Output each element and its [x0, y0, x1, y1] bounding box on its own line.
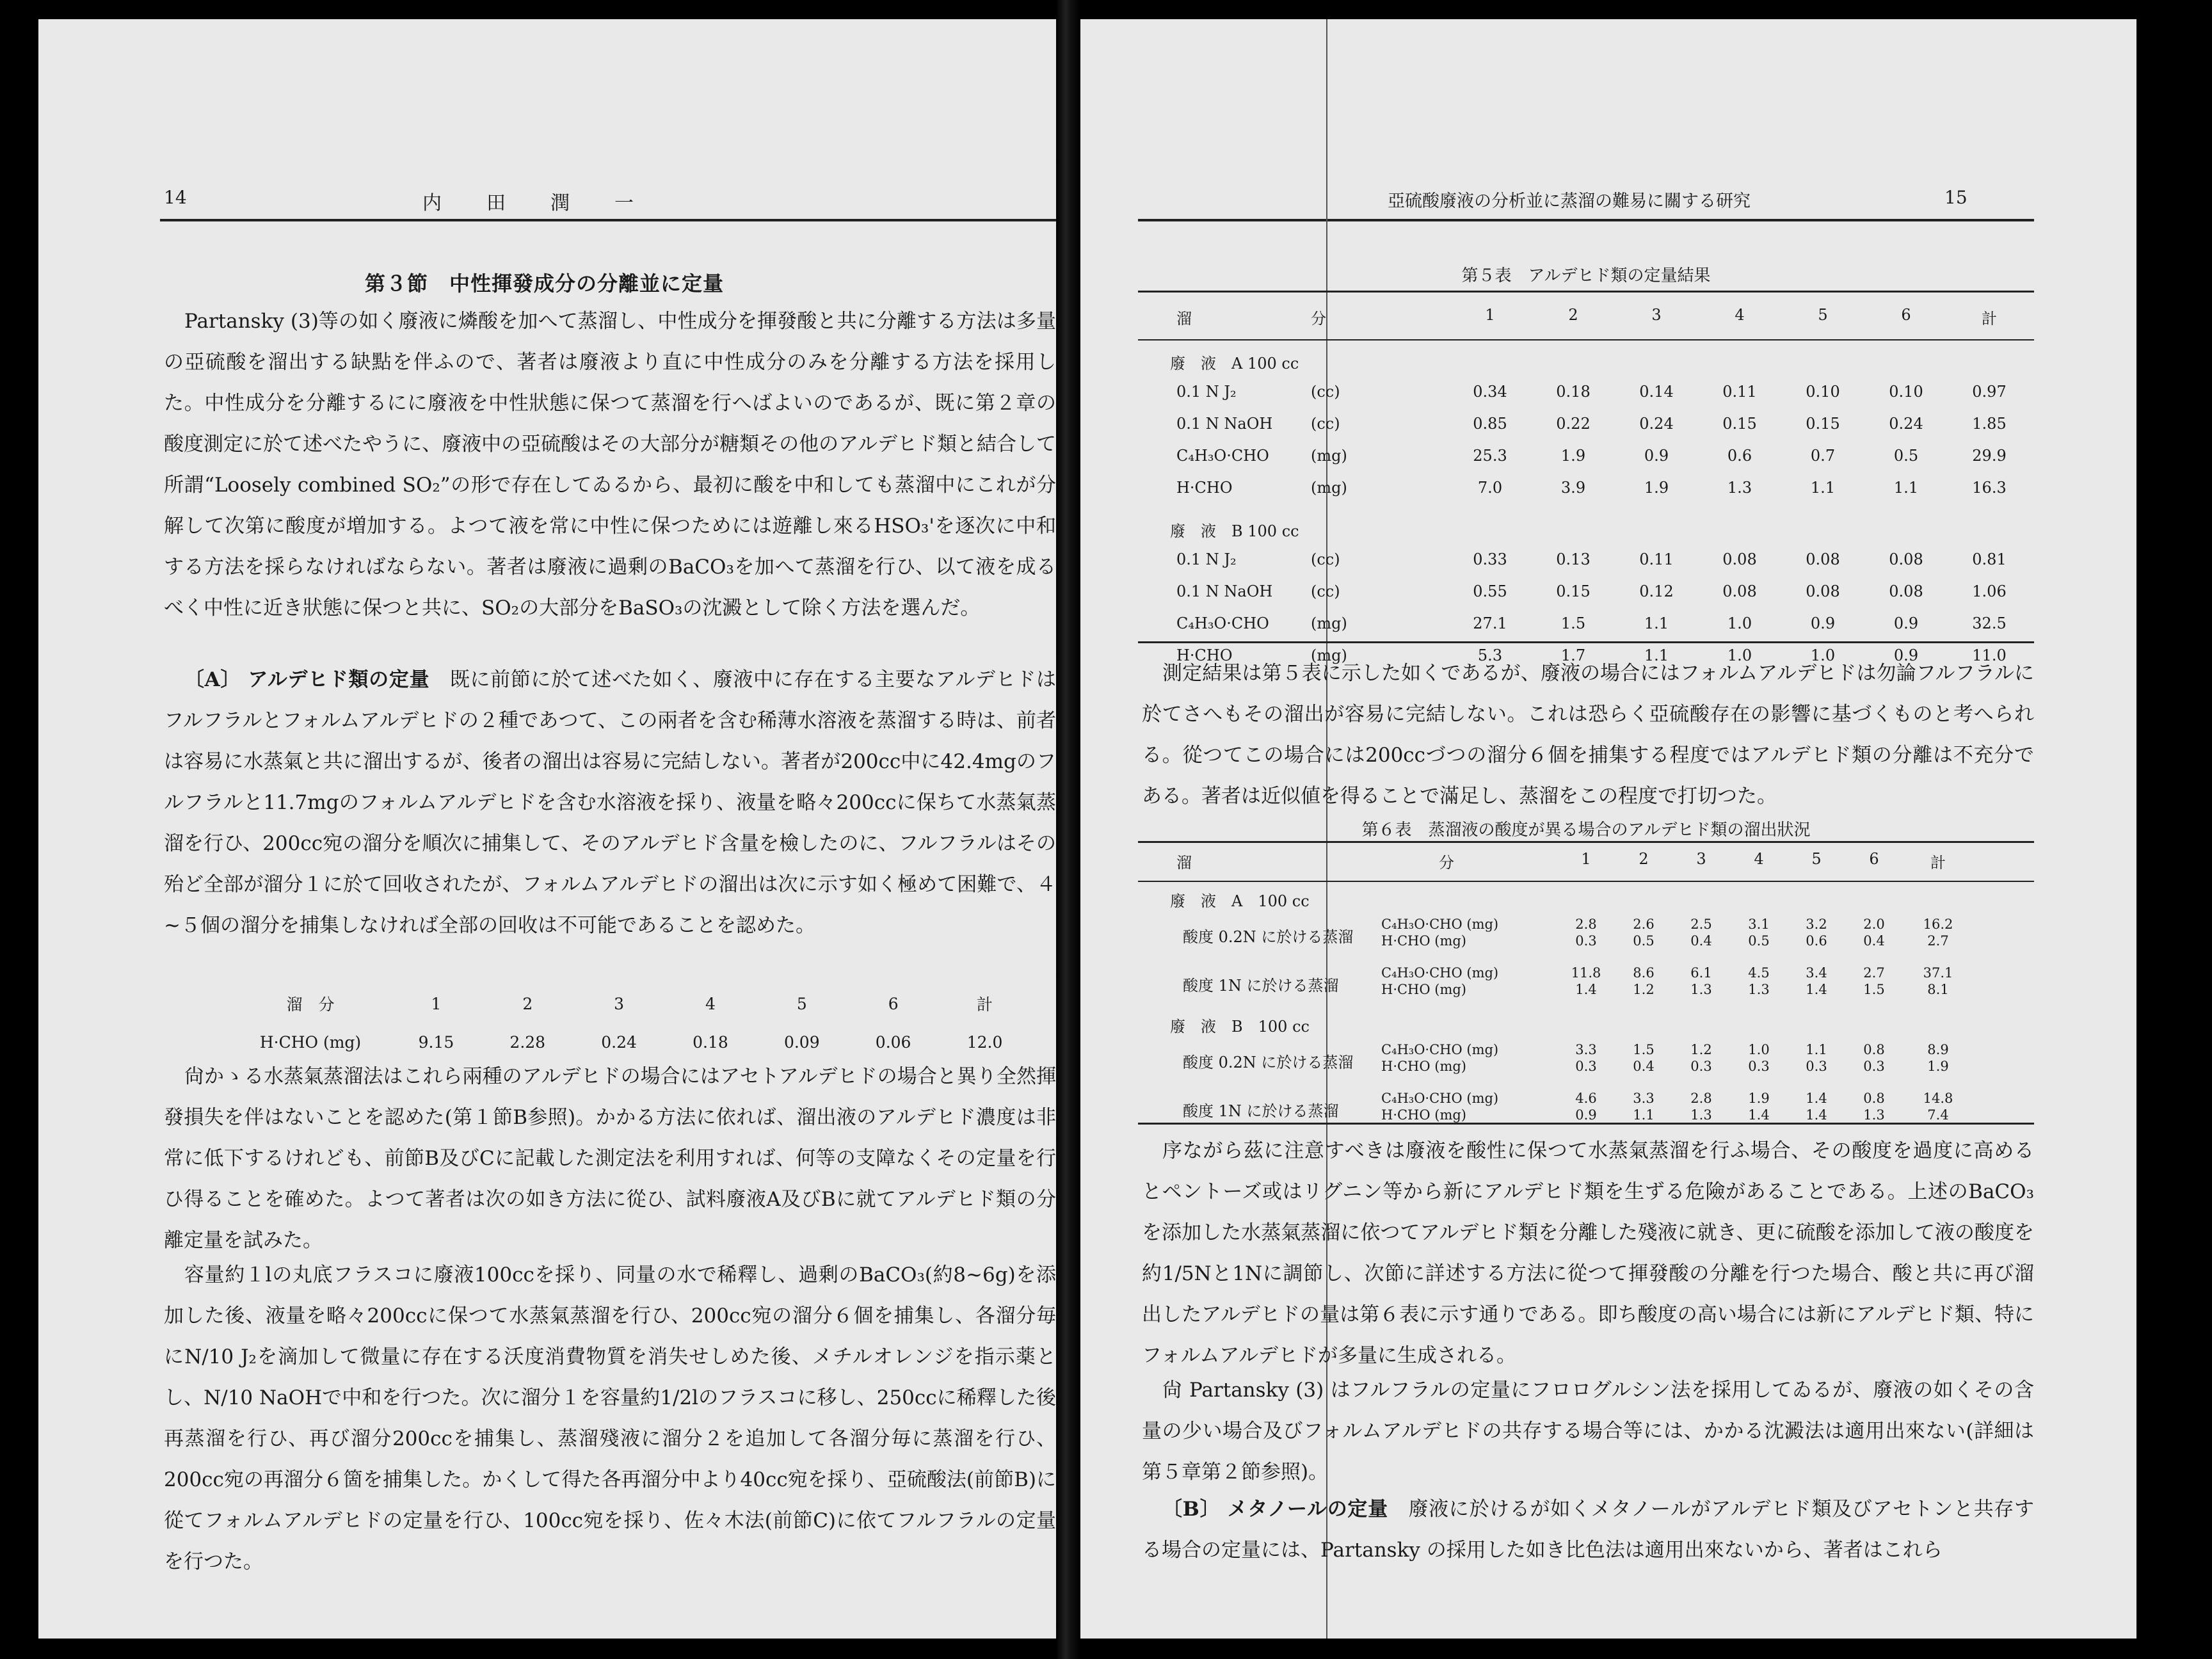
left-running-head: 内 田 潤 一: [422, 192, 646, 214]
table5-header-cell: 分: [1311, 310, 1326, 328]
table6-header-cell: 4: [1754, 850, 1764, 868]
table6-row-label: C₄H₃O·CHO (mg): [1381, 1091, 1499, 1106]
table5-cell: 32.5: [1972, 614, 2007, 632]
table6-cell: 1.5: [1863, 982, 1885, 997]
table5-cell: 1.5: [1560, 614, 1586, 632]
right-running-head: 亞硫酸廢液の分析並に蒸溜の難易に關する研究: [1388, 191, 1751, 211]
table6-cell: 0.8: [1863, 1091, 1885, 1106]
table6-cell: 1.3: [1690, 1107, 1712, 1123]
table6-cell: 2.8: [1690, 1091, 1712, 1106]
table5-cell: 0.55: [1473, 582, 1507, 600]
table6-cell: 0.5: [1633, 933, 1655, 949]
table6-header-cell: 分: [1439, 854, 1454, 872]
table5-row-label: H·CHO: [1176, 479, 1233, 497]
table6-condition: 酸度 0.2N に於ける蒸溜: [1183, 928, 1354, 946]
table6-cell: 1.2: [1690, 1042, 1712, 1057]
mini-header-cell: 計: [977, 995, 993, 1014]
mini-header-cell: 2: [522, 994, 533, 1013]
table5-unit: (mg): [1311, 447, 1347, 465]
left-paragraph-1: Partansky (3)等の如く廢液に燐酸を加へて蒸溜し、中性成分を揮發酸と共に分離する方法は多量の亞硫酸を溜出する缺點を伴ふので、著者は廢液より直に中性成分のみを分離する方法を採用した。中性成分を分離するにに廢液を中性狀態に保つて蒸溜を行へばよいのであるが、既に第２章の酸度測定に於て述べたやうに、廢液中の亞硫酸はその大部分が糖類その他のアルデヒド類と結合して所謂“Loosely combined SO₂”の形で存在してゐるから、最初に酸を中和しても蒸溜中にこれが分解して次第に酸度が増加する。よつて液を常に中性に保つためには遊離し來るHSO₃'を逐次に中和する方法を採らなければならない。著者は廢液に過剰のBaCO₃を加へて蒸溜を行ひ、以て液を成るべく中性に近き狀態に保つと共に、SO₂の大部分をBaSO₃の沈澱として除く方法を選んだ。: [164, 310, 1056, 620]
table5-unit: (cc): [1311, 550, 1340, 568]
table6-cell: 0.6: [1806, 933, 1827, 949]
table6-cell: 8.6: [1633, 965, 1655, 981]
table5-cell: 0.18: [1556, 383, 1591, 401]
table6-cell: 0.3: [1748, 1059, 1770, 1074]
table5-cell: 0.11: [1639, 550, 1674, 568]
table5-header-cell: 5: [1818, 306, 1828, 324]
table5-cell: 1.0: [1727, 614, 1752, 632]
table5-cell: 0.24: [1639, 415, 1674, 433]
table6-condition: 酸度 0.2N に於ける蒸溜: [1183, 1054, 1354, 1071]
table5-cell: 1.7: [1560, 646, 1586, 664]
right-page: [1080, 19, 2136, 1639]
table5-row-label: C₄H₃O·CHO: [1176, 447, 1269, 465]
table6-cell: 3.2: [1806, 917, 1827, 932]
table5-cell: 5.3: [1477, 646, 1503, 664]
table5-cell: 0.6: [1727, 447, 1752, 465]
table5-cell: 0.08: [1722, 582, 1757, 600]
right-paragraph-4-text: 廢液に於けるが如くメタノールがアルデヒド類及びアセトンと共存する場合の定量には、Partansky の採用した如き比色法は適用出來ないから、著者はこれら: [1142, 1498, 2034, 1562]
table6-head-rule: [1138, 881, 2034, 882]
table6-cell: 0.3: [1575, 1059, 1597, 1074]
table5-cell: 0.7: [1810, 447, 1836, 465]
table5-cell: 0.85: [1473, 415, 1507, 433]
table6-header-cell: 6: [1869, 850, 1879, 868]
table5-cell: 0.13: [1556, 550, 1591, 568]
mini-header-cell: 溜 分: [286, 995, 335, 1014]
left-paragraph-3: 尙かゝる水蒸氣蒸溜法はこれら兩種のアルデヒドの場合にはアセトアルデヒドの場合と異り全然揮發損失を伴はないことを認めた(第１節B参照)。かかる方法に依れば、溜出液のアルデヒド濃度は非常に低下するけれども、前節B及びCに記載した測定法を利用すれば、何等の支障なくその定量を行ひ得ることを確めた。よつて著者は次の如き方法に從ひ、試料廢液A及びBに就てアルデヒド類の分離定量を試みた。: [164, 1065, 1056, 1252]
aldehyde-subheading: 〔A〕 アルデヒド類の定量: [184, 668, 430, 691]
table5-header-cell: 1: [1485, 306, 1495, 324]
table6-cell: 1.1: [1806, 1042, 1827, 1057]
table6-cell: 1.4: [1806, 982, 1827, 997]
book-gutter: [1056, 0, 1080, 1659]
mini-row-label: H·CHO (mg): [259, 1032, 362, 1052]
table5-row-label: 0.1 N J₂: [1176, 550, 1237, 568]
table6-cell: 1.4: [1575, 982, 1597, 997]
table5-cell: 16.3: [1972, 479, 2007, 497]
table6-cell: 0.4: [1690, 933, 1712, 949]
table6-cell: 0.9: [1575, 1107, 1597, 1123]
table6-cell: 1.4: [1748, 1107, 1770, 1123]
table6-cell: 6.1: [1690, 965, 1712, 981]
table6-header-cell: 1: [1581, 850, 1591, 868]
table6-row-label: H·CHO (mg): [1381, 1107, 1467, 1123]
table5-unit: (cc): [1311, 582, 1340, 600]
table5-unit: (mg): [1311, 614, 1347, 632]
table5-cell: 1.1: [1810, 479, 1836, 497]
table6-header-cell: 計: [1930, 854, 1946, 872]
table6-cell: 11.8: [1571, 965, 1601, 981]
table6-cell: 1.3: [1690, 982, 1712, 997]
table6-cell: 1.3: [1748, 982, 1770, 997]
table6-cell: 2.7: [1927, 933, 1949, 949]
table6-row-label: H·CHO (mg): [1381, 933, 1467, 949]
table5-row-label: 0.1 N NaOH: [1176, 415, 1273, 433]
table5-cell: 0.08: [1806, 550, 1840, 568]
table6-cell: 1.4: [1806, 1107, 1827, 1123]
table5-cell: 0.24: [1889, 415, 1923, 433]
table6-cell: 0.5: [1748, 933, 1770, 949]
table5-header-cell: 3: [1651, 306, 1662, 324]
table5-cell: 27.1: [1473, 614, 1507, 632]
table5-cell: 0.9: [1893, 646, 1919, 664]
table6-header-cell: 3: [1696, 850, 1706, 868]
left-paragraph-2: [164, 659, 1056, 946]
table6-cell: 1.9: [1927, 1059, 1949, 1074]
table5-cell: 0.08: [1889, 550, 1923, 568]
mini-cell: 2.28: [509, 1032, 546, 1052]
right-paragraph-3: 尙 Partansky (3) はフルフラルの定量にフロログルシン法を採用してゐるが、廢液の如くその含量の少い場合及びフォルムアルデヒドの共存する場合等には、かかる沈澱法は適用出來ない(詳細は第５章第２節参照)。: [1142, 1379, 2034, 1484]
table5-cell: 0.14: [1639, 383, 1674, 401]
mini-cell: 0.18: [693, 1032, 728, 1052]
right-paragraph-2: 序ながら茲に注意すべきは廢液を酸性に保つて水蒸氣蒸溜を行ふ場合、その酸度を過度に高めるとペントーズ或はリグニン等から新にアルデヒド類を生ずる危險があることである。上述のBaCO₃を添加した水蒸氣蒸溜に依つてアルデヒド類を分離した殘液に就き、更に硫酸を添加して液の酸度を約1/5Nと1Nに調節し、次節に詳述する方法に從つて揮發酸の分離を行つた場合、酸と共に再び溜出したアルデヒドの量は第６表に示す通りである。即ち酸度の高い場合には新にアルデヒド類、特にフォルムアルデヒドが多量に生成される。: [1142, 1139, 2034, 1367]
table6-cell: 0.3: [1806, 1059, 1827, 1074]
table5-cell: 0.10: [1889, 383, 1923, 401]
table6-cell: 0.4: [1633, 1059, 1655, 1074]
table5-cell: 0.97: [1972, 383, 2007, 401]
table6-cell: 3.1: [1748, 917, 1770, 932]
table6-cell: 37.1: [1923, 965, 1953, 981]
table6-row-label: H·CHO (mg): [1381, 1059, 1467, 1074]
left-page-number: 14: [164, 187, 187, 208]
table6-cell: 16.2: [1923, 917, 1953, 932]
mini-header-cell: 3: [614, 994, 625, 1013]
table5-cell: 0.9: [1810, 614, 1836, 632]
table5-unit: (mg): [1311, 646, 1347, 664]
table5-cell: 1.0: [1727, 646, 1752, 664]
table5-unit: (mg): [1311, 479, 1347, 497]
table5-row-label: 0.1 N J₂: [1176, 383, 1237, 401]
table6-row-label: C₄H₃O·CHO (mg): [1381, 1042, 1499, 1057]
table5-row-label: 0.1 N NaOH: [1176, 582, 1273, 600]
mini-cell: 0.24: [601, 1032, 637, 1052]
table5-header-cell: 計: [1982, 310, 1997, 328]
table6-title: 第６表 蒸溜液の酸度が異る場合のアルデヒド類の溜出狀況: [1361, 821, 1811, 840]
formaldehyde-distillation-table: [230, 984, 1030, 1061]
mini-header-cell: 5: [796, 994, 807, 1013]
table5-cell: 0.08: [1806, 582, 1840, 600]
table6-cell: 0.8: [1863, 1042, 1885, 1057]
table5-cell: 0.10: [1806, 383, 1840, 401]
table6-row-label: C₄H₃O·CHO (mg): [1381, 965, 1499, 981]
mini-cell: 9.15: [418, 1032, 454, 1052]
table5-cell: 0.08: [1722, 550, 1757, 568]
table6-cell: 1.9: [1748, 1091, 1770, 1106]
table6-cell: 0.3: [1863, 1059, 1885, 1074]
section-title: 第３節 中性揮發成分の分離並に定量: [365, 271, 725, 296]
mini-header-cell: 4: [705, 994, 716, 1013]
table5-cell: 0.9: [1893, 614, 1919, 632]
table5-row-label: H·CHO: [1176, 646, 1233, 664]
table5-cell: 1.9: [1644, 479, 1669, 497]
mini-cell: 0.09: [783, 1032, 820, 1052]
table6-cell: 0.4: [1863, 933, 1885, 949]
table6-cell: 14.8: [1923, 1091, 1953, 1106]
table6-cell: 1.0: [1748, 1042, 1770, 1057]
table5-cell: 1.06: [1972, 582, 2007, 600]
table5-cell: 0.9: [1644, 447, 1669, 465]
table5-cell: 1.3: [1727, 479, 1752, 497]
table5-cell: 1.9: [1560, 447, 1586, 465]
table5-cell: 1.1: [1893, 479, 1919, 497]
table6-header-cell: 溜: [1176, 854, 1192, 872]
table6-cell: 3.3: [1633, 1091, 1655, 1106]
table6-row-label: C₄H₃O·CHO (mg): [1381, 917, 1499, 932]
table5-cell: 0.22: [1556, 415, 1591, 433]
table5-cell: 25.3: [1473, 447, 1507, 465]
table6-cell: 2.7: [1863, 965, 1885, 981]
table6-bottom-rule: [1138, 1123, 2034, 1125]
right-paragraph-4: [1142, 1489, 2034, 1571]
methanol-subheading: 〔B〕 メタノールの定量: [1162, 1498, 1388, 1521]
table6-cell: 2.5: [1690, 917, 1712, 932]
table5-cell: 7.0: [1477, 479, 1503, 497]
mini-header-cell: 1: [431, 994, 442, 1013]
table6-cell: 7.4: [1927, 1107, 1949, 1123]
table6-cell: 1.5: [1633, 1042, 1655, 1057]
table6-cell: 1.2: [1633, 982, 1655, 997]
mini-header-cell: 6: [888, 994, 899, 1013]
left-header-rule: [160, 219, 1056, 221]
table5-cell: 0.81: [1972, 550, 2007, 568]
left-page: [38, 19, 1056, 1639]
table6-condition: 酸度 1N に於ける蒸溜: [1183, 1102, 1339, 1120]
table5-top-rule: [1138, 291, 2034, 293]
table5-cell: 11.0: [1972, 646, 2007, 664]
table5-group-label: 廢 液 A 100 cc: [1170, 355, 1299, 373]
table6-cell: 1.1: [1633, 1107, 1655, 1123]
table5-cell: 0.34: [1473, 383, 1507, 401]
table5-cell: 0.12: [1639, 582, 1674, 600]
mini-cell: 12.0: [966, 1032, 1003, 1052]
table5-cell: 1.1: [1644, 614, 1669, 632]
table5-cell: 1.85: [1972, 415, 2007, 433]
table6-group-label: 廢 液 A 100 cc: [1170, 892, 1310, 910]
left-paragraph-2-text: 既に前節に於て述べた如く、廢液中に存在する主要なアルデヒドはフルフラルとフォルムアルデヒドの２種であつて、この兩者を含む稀薄水溶液を蒸溜する時は、前者は容易に水蒸氣と共に溜出するが、後者の溜出は容易に完結しない。著者が200cc中に42.4mgのフルフラルと11.7mgのフォルムアルデヒドを含む水溶液を採り、液量を略々200ccに保ちて水蒸氣蒸溜を行ひ、200cc宛の溜分を順次に捕集して、そのアルデヒド含量を檢したのに、フルフラルはその殆ど全部が溜分１に於て回收されたが、フォルムアルデヒドの溜出は次に示す如く極めて困難で、４~５個の溜分を捕集しなければ全部の回收は不可能であることを認めた。: [164, 668, 1056, 937]
mini-cell: 0.06: [875, 1032, 911, 1052]
table5-cell: 0.15: [1722, 415, 1757, 433]
table6-condition: 酸度 1N に於ける蒸溜: [1183, 977, 1339, 995]
table6-cell: 8.9: [1927, 1042, 1949, 1057]
left-paragraph-4: 容量約１lの丸底フラスコに廢液100ccを採り、同量の水で稀釋し、過剰のBaCO₃(約8~6g)を添加した後、液量を略々200ccに保つて水蒸氣蒸溜を行ひ、200cc宛の溜分６個を捕集し、各溜分毎にN/10 J₂を滴加して微量に存在する沃度消費物質を消失せしめた後、メチルオレンジを指示薬とし、N/10 NaOHで中和を行つた。次に溜分１を容量約1/2lのフラスコに移し、250ccに稀釋した後再蒸溜を行ひ、再び溜分200ccを捕集し、蒸溜殘液に溜分２を追加して各溜分毎に蒸溜を行ひ、200cc宛の再溜分６箇を捕集した。かくして得た各再溜分中より40cc宛を採り、亞硫酸法(前節B)に從てフォルムアルデヒドの定量を行ひ、100cc宛を採り、佐々木法(前節C)に依てフルフラルの定量を行つた。: [164, 1263, 1056, 1573]
table6-cell: 2.6: [1633, 917, 1655, 932]
table6-header-cell: 2: [1639, 850, 1649, 868]
table6-cell: 4.6: [1575, 1091, 1597, 1106]
table6-cell: 2.0: [1863, 917, 1885, 932]
right-page-number: 15: [1944, 187, 1968, 208]
table6-row-label: H·CHO (mg): [1381, 982, 1467, 997]
table5-cell: 0.11: [1722, 383, 1757, 401]
table6-cell: 0.3: [1690, 1059, 1712, 1074]
table5-unit: (cc): [1311, 415, 1340, 433]
table5-cell: 1.0: [1810, 646, 1836, 664]
right-header-rule: [1138, 219, 2034, 221]
table6-cell: 0.3: [1575, 933, 1597, 949]
table5-cell: 0.08: [1889, 582, 1923, 600]
table6-cell: 8.1: [1927, 982, 1949, 997]
table5-cell: 0.5: [1893, 447, 1919, 465]
table5-header-cell: 2: [1568, 306, 1578, 324]
table5-cell: 0.15: [1556, 582, 1591, 600]
table6-cell: 2.8: [1575, 917, 1597, 932]
table6-header-cell: 5: [1811, 850, 1822, 868]
table6-cell: 3.3: [1575, 1042, 1597, 1057]
table5-cell: 3.9: [1560, 479, 1586, 497]
table5-head-rule: [1138, 339, 2034, 341]
table5-cell: 0.33: [1473, 550, 1507, 568]
table5-cell: 1.1: [1644, 646, 1669, 664]
table5-row-label: C₄H₃O·CHO: [1176, 614, 1269, 632]
table5-header-cell: 6: [1901, 306, 1911, 324]
table6-cell: 3.4: [1806, 965, 1827, 981]
table6-cell: 1.3: [1863, 1107, 1885, 1123]
table5-bottom-rule: [1138, 641, 2034, 643]
table5-header-cell: 4: [1735, 306, 1745, 324]
table6-cell: 4.5: [1748, 965, 1770, 981]
table5-unit: (cc): [1311, 383, 1340, 401]
table5-cell: 29.9: [1972, 447, 2007, 465]
table5-cell: 0.15: [1806, 415, 1840, 433]
table6-top-rule: [1138, 841, 2034, 843]
table5-title: 第５表 アルデヒド類の定量結果: [1461, 266, 1711, 285]
table5-group-label: 廢 液 B 100 cc: [1170, 522, 1299, 540]
table6-group-label: 廢 液 B 100 cc: [1170, 1018, 1310, 1036]
table6-cell: 1.4: [1806, 1091, 1827, 1106]
table5-header-cell: 溜: [1176, 310, 1192, 328]
right-paragraph-1: 測定結果は第５表に示した如くであるが、廢液の場合にはフォルムアルデヒドは勿論フルフラルに於てさへもその溜出が容易に完結しない。これは恐らく亞硫酸存在の影響に基づくものと考へられる。從つてこの場合には200ccづつの溜分６個を捕集する程度ではアルデヒド類の分離は不充分である。著者は近似値を得ることで滿足し、蒸溜をこの程度で打切つた。: [1142, 662, 2034, 808]
